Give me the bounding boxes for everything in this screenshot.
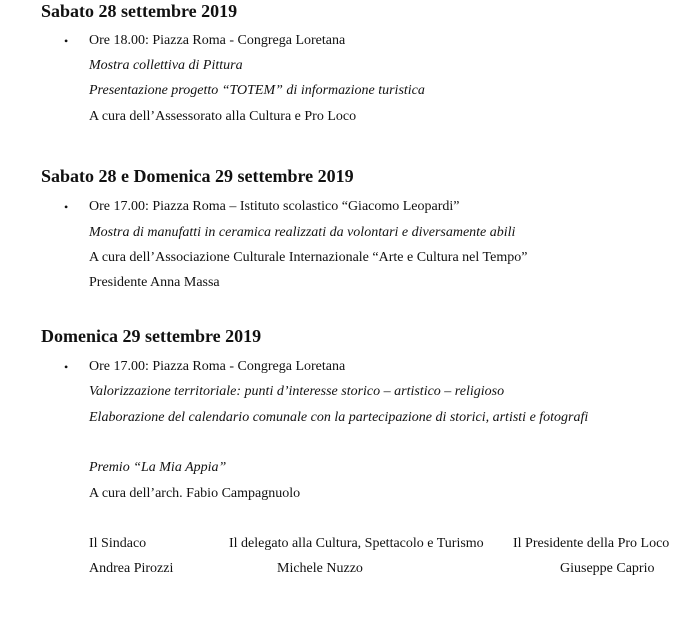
signature-title-sindaco: Il Sindaco [89, 536, 147, 551]
section-1-heading: Sabato 28 settembre 2019 [41, 1, 238, 21]
bullet-icon: • [64, 360, 69, 374]
bullet-icon: • [64, 200, 69, 214]
bullet-icon: • [64, 34, 69, 48]
section-2-line-3: Presidente Anna Massa [89, 275, 220, 290]
section-3-line-3: Premio “La Mia Appia” [89, 460, 227, 475]
section-2-line-2: A cura dell’Associazione Culturale Internazionale “Arte e Cultura nel Tempo” [89, 250, 528, 265]
section-2-line-1: Mostra di manufatti in ceramica realizzati da volontari e diversamente abili [89, 225, 516, 240]
section-3-bullet-text: Ore 17.00: Piazza Roma - Congrega Loretana [89, 359, 346, 374]
section-1-line-1: Mostra collettiva di Pittura [89, 58, 243, 73]
section-3-line-4: A cura dell’arch. Fabio Campagnuolo [89, 486, 301, 501]
section-1-line-2: Presentazione progetto “TOTEM” di informazione turistica [89, 83, 425, 98]
signature-title-presidente: Il Presidente della Pro Loco [513, 536, 670, 551]
section-3-line-2: Elaborazione del calendario comunale con la partecipazione di storici, artisti e fotografi [89, 410, 589, 425]
section-1-line-3: A cura dell’Assessorato alla Cultura e Pro Loco [89, 109, 357, 124]
section-2-heading: Sabato 28 e Domenica 29 settembre 2019 [41, 166, 354, 186]
signature-title-delegato: Il delegato alla Cultura, Spettacolo e Turismo [229, 536, 484, 551]
section-1-bullet-text: Ore 18.00: Piazza Roma - Congrega Loretana [89, 33, 346, 48]
section-2-bullet-text: Ore 17.00: Piazza Roma – Istituto scolastico “Giacomo Leopardi” [89, 199, 460, 214]
signature-name-delegato: Michele Nuzzo [277, 561, 363, 576]
signature-name-presidente: Giuseppe Caprio [560, 561, 655, 576]
signature-name-sindaco: Andrea Pirozzi [89, 561, 174, 576]
section-3-heading: Domenica 29 settembre 2019 [41, 326, 262, 346]
section-3-line-1: Valorizzazione territoriale: punti d’interesse storico – artistico – religioso [89, 384, 505, 399]
